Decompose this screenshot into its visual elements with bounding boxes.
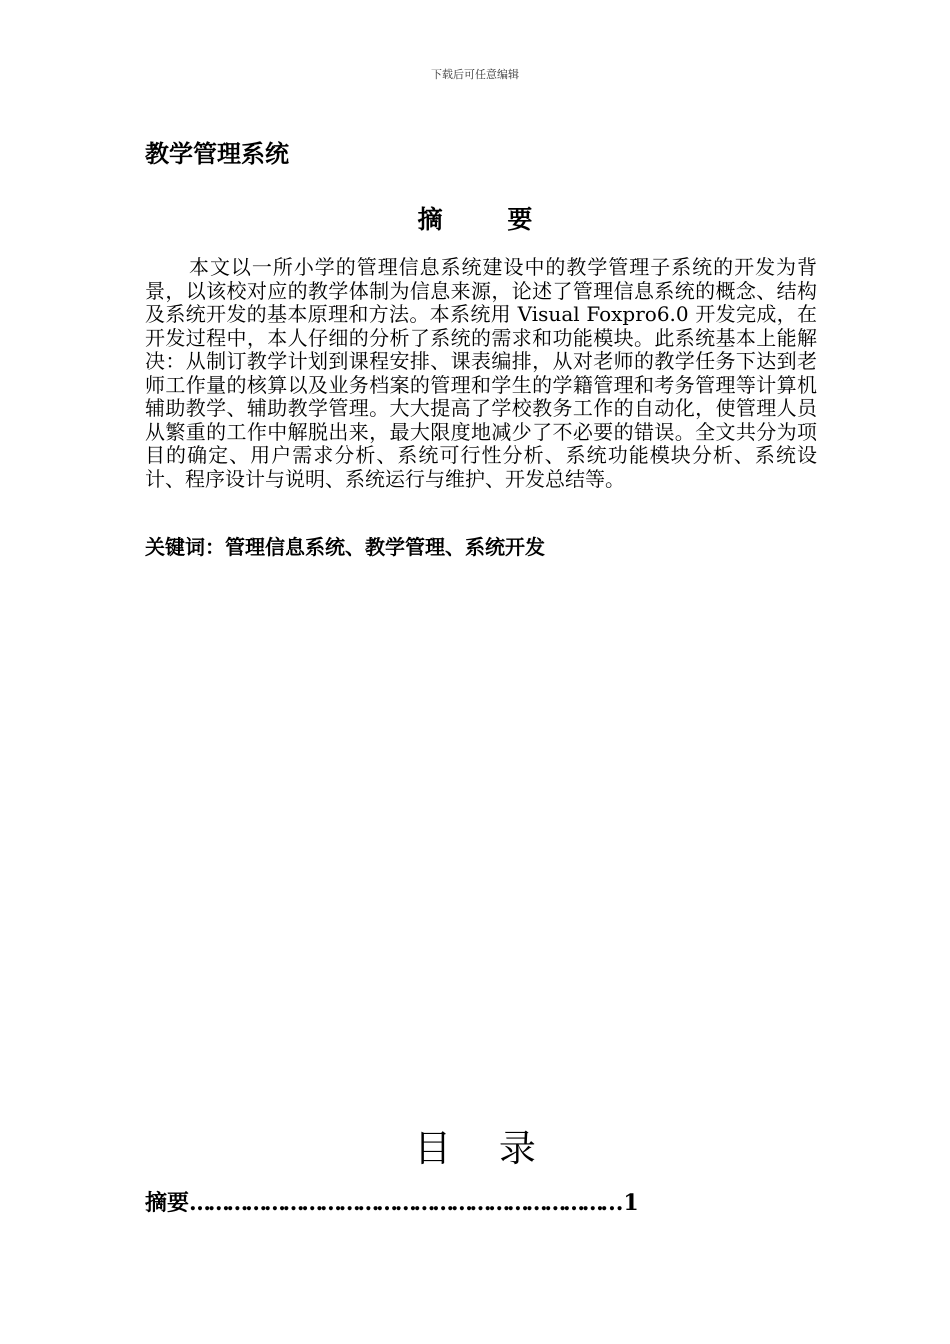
toc-entry-leader: ………………………………………………………… bbox=[189, 1190, 601, 1216]
abstract-body: 本文以一所小学的管理信息系统建设中的教学管理子系统的开发为背景，以该校对应的教学体制为信息来源，论述了管理信息系统的概念、结构及系统开发的基本原理和方法。本系统用 Visual Foxpro6.0 开发完成，在开发过程中，本人仔细的分析了系统的需求和功能模块。此系统基本上能解决：从制订教学计划到课程安排、课表编排，从对老师的教学任务下达到老师工作量的核算以及业务档案的管理和学生的学籍管理和考务管理等计算机辅助教学、辅助教学管理。大大提高了学校教务工作的自动化，使管理人员从繁重的工作中解脱出来，最大限度地减少了不必要的错误。全文共分为项目的确定、用户需求分析、系统可行性分析、系统功能模块分析、系统设计、程序设计与说明、系统运行与维护、开发总结等。 bbox=[145, 255, 817, 491]
toc-entry-abstract[interactable] bbox=[145, 1186, 639, 1217]
toc-heading: 目 录 bbox=[414, 1127, 554, 1170]
toc-entry-page: ...1 bbox=[600, 1190, 639, 1216]
document-title: 教学管理系统 bbox=[145, 140, 289, 168]
abstract-heading: 摘 要 bbox=[417, 205, 561, 234]
toc-entry-label: 摘要 bbox=[145, 1191, 190, 1216]
header-note: 下载后可任意编辑 bbox=[431, 68, 519, 81]
keywords-line: 关键词：管理信息系统、教学管理、系统开发 bbox=[145, 535, 545, 559]
